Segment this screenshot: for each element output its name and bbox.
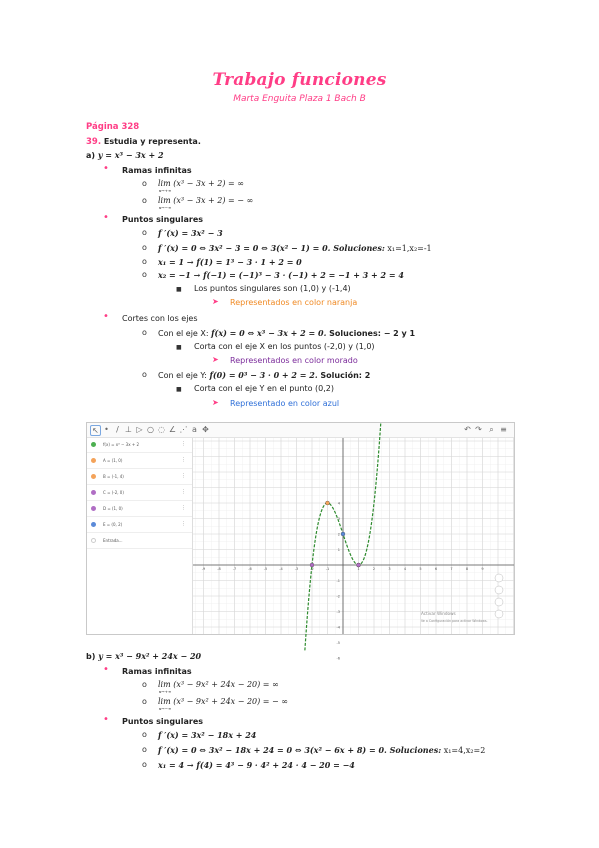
y-tick-label: 3 (337, 517, 340, 521)
part-a-eje-x (158, 328, 415, 338)
arrow-bullet-icon: ➤ (212, 297, 219, 306)
circle-bullet-icon: o (142, 697, 147, 706)
part-a-lim-minus-text: lim (x³ − 3x + 2) = − ∞ (158, 196, 254, 205)
y-tick-label: -5 (336, 641, 340, 645)
x-tick-label: 8 (465, 567, 469, 571)
circle-tool-icon[interactable]: ○ (147, 425, 154, 434)
part-a-represented-orange: Representados en color naranja (230, 298, 358, 307)
part-b-lim-plus-sub: x→+∞ (159, 689, 172, 694)
x-tick-label: -1 (325, 567, 330, 571)
arrow-bullet-icon: ➤ (212, 398, 219, 407)
bullet-icon: • (103, 212, 109, 223)
zoom-in-icon[interactable] (495, 586, 503, 594)
visibility-toggle-icon[interactable] (91, 506, 96, 511)
part-a-derivative: f ′(x) = 3x² − 3 (158, 228, 223, 238)
point-tool-icon[interactable]: • (104, 425, 109, 434)
part-a-represented-blue: Representado en color azul (230, 399, 340, 408)
graph-point (357, 563, 361, 567)
x-tick-label: 7 (450, 567, 453, 571)
part-b-heading (86, 651, 201, 661)
x-tick-label: -3 (294, 567, 299, 571)
document-subtitle: Marta Enguita Plaza 1 Bach B (233, 94, 366, 104)
x-tick-label: -2 (310, 567, 314, 571)
exercise-number: 39. (86, 137, 102, 147)
x-tick-label: 4 (403, 567, 407, 571)
part-a-ramas-title: Ramas infinitas (122, 166, 192, 175)
move-tool-icon[interactable]: ↖ (90, 425, 101, 436)
part-a-eje-y-sol: Solución: 2 (317, 371, 371, 380)
circle-bullet-icon: o (142, 730, 147, 739)
algebra-row[interactable] (87, 534, 192, 549)
part-a-lim-plus-text: lim (x³ − 3x + 2) = ∞ (158, 179, 244, 188)
bullet-icon: • (103, 664, 109, 675)
y-tick-label: 1 (337, 548, 340, 552)
part-b-lim-plus (158, 680, 279, 694)
circle-bullet-icon: o (142, 745, 147, 754)
square-bullet-icon: ■ (176, 344, 182, 351)
part-b-function: y = x³ − 9x² + 24x − 20 (98, 651, 202, 661)
part-b-x1: x₁ = 4 → f(4) = 4³ − 9 · 4² + 24 · 4 − 20 = −4 (158, 760, 355, 770)
x-tick-label: 5 (419, 567, 422, 571)
line-tool-icon[interactable]: / (116, 425, 119, 434)
undo-icon[interactable]: ↶ (464, 425, 471, 434)
windows-watermark-title: Activar Windows (421, 611, 456, 616)
circle-bullet-icon: o (142, 270, 147, 279)
circle-bullet-icon: o (142, 370, 147, 379)
visibility-toggle-icon[interactable] (91, 458, 96, 463)
more-options-icon[interactable]: ⋮ (181, 489, 186, 495)
part-a-eje-y-eq: f(0) = 0³ − 3 · 0 + 2 = 2. (209, 370, 318, 380)
part-b-label: b) (86, 652, 96, 661)
part-b-lim-minus (158, 697, 288, 711)
bullet-icon: • (103, 714, 109, 725)
algebra-row-label: f(x) = x³ − 3x + 2 (103, 442, 140, 447)
geogebra-toolbar (87, 423, 514, 438)
more-options-icon[interactable]: ⋮ (181, 473, 186, 479)
more-options-icon[interactable]: ⋮ (181, 521, 186, 527)
circle-bullet-icon: o (142, 243, 147, 252)
algebra-view (87, 438, 193, 634)
bullet-icon: • (103, 311, 109, 322)
y-tick-label: -1 (336, 579, 340, 583)
visibility-toggle-icon[interactable] (91, 474, 96, 479)
graphics-canvas[interactable] (193, 438, 514, 661)
part-a-eje-y-label: Con el eje Y: (158, 371, 210, 380)
search-icon[interactable]: ⌕ (489, 425, 494, 434)
algebra-row[interactable] (87, 518, 192, 533)
visibility-toggle-icon[interactable] (91, 442, 96, 447)
visibility-toggle-icon[interactable] (91, 490, 96, 495)
y-tick-label: -2 (336, 594, 340, 599)
y-tick-label: 2 (337, 532, 340, 537)
x-tick-label: 9 (481, 567, 484, 571)
part-b-derivative-zero-eq: f ′(x) = 0 ⇔ 3x² − 18x + 24 = 0 ⇔ 3(x² − 6x + 8) = 0. Soluciones: (158, 745, 442, 755)
visibility-toggle-icon[interactable] (91, 522, 96, 527)
part-a-derivative-zero-sol: x₁=1,x₂=-1 (384, 244, 432, 253)
more-options-icon[interactable]: ⋮ (181, 441, 186, 447)
more-options-icon[interactable]: ⋮ (181, 505, 186, 511)
algebra-row[interactable] (87, 486, 192, 501)
x-tick-label: -9 (201, 567, 206, 571)
part-a-label: a) (86, 151, 96, 160)
more-options-icon[interactable]: ⋮ (181, 457, 186, 463)
part-b-ramas-title: Ramas infinitas (122, 667, 192, 676)
x-tick-label: 6 (434, 567, 438, 571)
algebra-row-label: A = (1, 0) (103, 458, 123, 463)
part-a-eje-x-sol: Soluciones: − 2 y 1 (326, 329, 416, 338)
algebra-row-label: E = (0, 2) (103, 522, 123, 527)
part-a-function: y = x³ − 3x + 2 (97, 150, 164, 160)
algebra-row[interactable] (87, 454, 192, 469)
x-tick-label: 3 (388, 567, 391, 571)
square-bullet-icon: ■ (176, 286, 182, 293)
part-a-singular-points: Los puntos singulares son (1,0) y (-1,4) (194, 284, 351, 293)
graphics-view[interactable] (193, 438, 514, 661)
x-tick-label: -7 (232, 567, 237, 571)
graph-point (341, 532, 345, 536)
circle-bullet-icon: o (142, 257, 147, 266)
part-a-lim-plus (158, 179, 244, 193)
menu-icon[interactable]: ≡ (500, 425, 507, 434)
part-a-eje-x-label: Con el eje X: (158, 329, 212, 338)
exercise-prompt: Estudia y representa. (103, 137, 201, 146)
square-bullet-icon: ■ (176, 386, 182, 393)
algebra-row[interactable] (87, 438, 192, 453)
part-a-derivative-zero-eq: f ′(x) = 0 ⇔ 3x² − 3 = 0 ⇔ 3(x² − 1) = 0. Soluciones: (158, 243, 385, 253)
windows-watermark-subtitle: Ve a Configuración para activar Windows. (421, 619, 488, 623)
perpendicular-tool-icon[interactable]: ⊥ (125, 425, 132, 434)
y-tick-label: -6 (336, 656, 340, 661)
part-a-eje-y (158, 370, 370, 380)
slider-tool-icon[interactable]: a (192, 425, 197, 434)
circle-bullet-icon: o (142, 179, 147, 188)
algebra-row-label: D = (1, 0) (103, 506, 123, 511)
part-a-lim-plus-sub: x→+∞ (159, 188, 172, 193)
pan-tool-icon[interactable]: ✥ (202, 425, 209, 434)
part-a-eje-y-point: Corta con el eje Y en el punto (0,2) (194, 384, 334, 393)
home-icon[interactable] (495, 574, 503, 582)
graph-point (310, 563, 314, 567)
part-b-derivative-zero (158, 745, 485, 755)
conic-tool-icon[interactable]: ◌ (158, 425, 165, 434)
visibility-toggle-icon[interactable] (91, 538, 96, 543)
circle-bullet-icon: o (142, 680, 147, 689)
zoom-out-icon[interactable] (495, 598, 503, 606)
part-b-derivative: f ′(x) = 3x² − 18x + 24 (158, 730, 257, 740)
circle-bullet-icon: o (142, 196, 147, 205)
part-a-eje-x-points: Corta con el eje X en los puntos (-2,0) y (1,0) (194, 342, 375, 351)
part-a-derivative-zero (158, 243, 432, 253)
x-tick-label: -6 (248, 567, 252, 571)
part-b-puntos-title: Puntos singulares (122, 717, 204, 726)
part-b-lim-plus-text: lim (x³ − 9x² + 24x − 20) = ∞ (158, 680, 279, 689)
part-a-x1: x₁ = 1 → f(1) = 1³ − 3 · 1 + 2 = 0 (158, 257, 302, 267)
y-tick-label: -3 (336, 610, 340, 614)
part-a-x2: x₂ = −1 → f(−1) = (−1)³ − 3 · (−1) + 2 = −1 + 3 + 2 = 4 (158, 270, 404, 280)
bullet-icon: • (103, 163, 109, 174)
page-reference: Página 328 (86, 122, 140, 132)
x-tick-label: 2 (372, 567, 376, 571)
x-tick-label: 1 (357, 567, 360, 571)
angle-tool-icon[interactable]: ∠ (168, 425, 177, 434)
y-tick-label: -4 (336, 625, 340, 630)
algebra-row[interactable] (87, 470, 192, 485)
part-a-lim-minus (158, 196, 254, 210)
algebra-row[interactable] (87, 502, 192, 517)
redo-icon[interactable]: ↷ (475, 425, 482, 434)
fullscreen-icon[interactable] (495, 610, 503, 618)
graph-point (326, 501, 330, 505)
part-a-heading (86, 150, 164, 160)
y-tick-label: 4 (337, 501, 340, 506)
part-b-derivative-zero-sol: x₁=4,x₂=2 (441, 746, 486, 755)
part-a-represented-purple: Representados en color morado (230, 356, 358, 365)
algebra-row-label: C = (-2, 0) (103, 490, 124, 495)
part-a-puntos-title: Puntos singulares (122, 215, 204, 224)
circle-bullet-icon: o (142, 228, 147, 237)
circle-bullet-icon: o (142, 760, 147, 769)
reflect-tool-icon[interactable]: ⋰ (179, 425, 188, 434)
circle-bullet-icon: o (142, 328, 147, 337)
part-b-lim-minus-text: lim (x³ − 9x² + 24x − 20) = − ∞ (158, 697, 288, 706)
polygon-tool-icon[interactable]: ▷ (136, 425, 143, 434)
exercise-heading (86, 137, 201, 147)
algebra-row-label: Entrada... (103, 538, 123, 543)
arrow-bullet-icon: ➤ (212, 355, 219, 364)
part-a-eje-x-eq: f(x) = 0 ⇔ x³ − 3x + 2 = 0. (211, 328, 327, 338)
part-b-lim-minus-sub: x→−∞ (159, 706, 172, 711)
x-tick-label: -4 (279, 567, 283, 571)
document-title: Trabajo funciones (212, 70, 387, 90)
part-a-lim-minus-sub: x→−∞ (159, 205, 172, 210)
x-tick-label: -8 (217, 567, 221, 571)
algebra-row-label: B = (-1, 4) (103, 474, 124, 479)
x-tick-label: -5 (263, 567, 268, 571)
part-a-cortes-title: Cortes con los ejes (122, 314, 198, 323)
